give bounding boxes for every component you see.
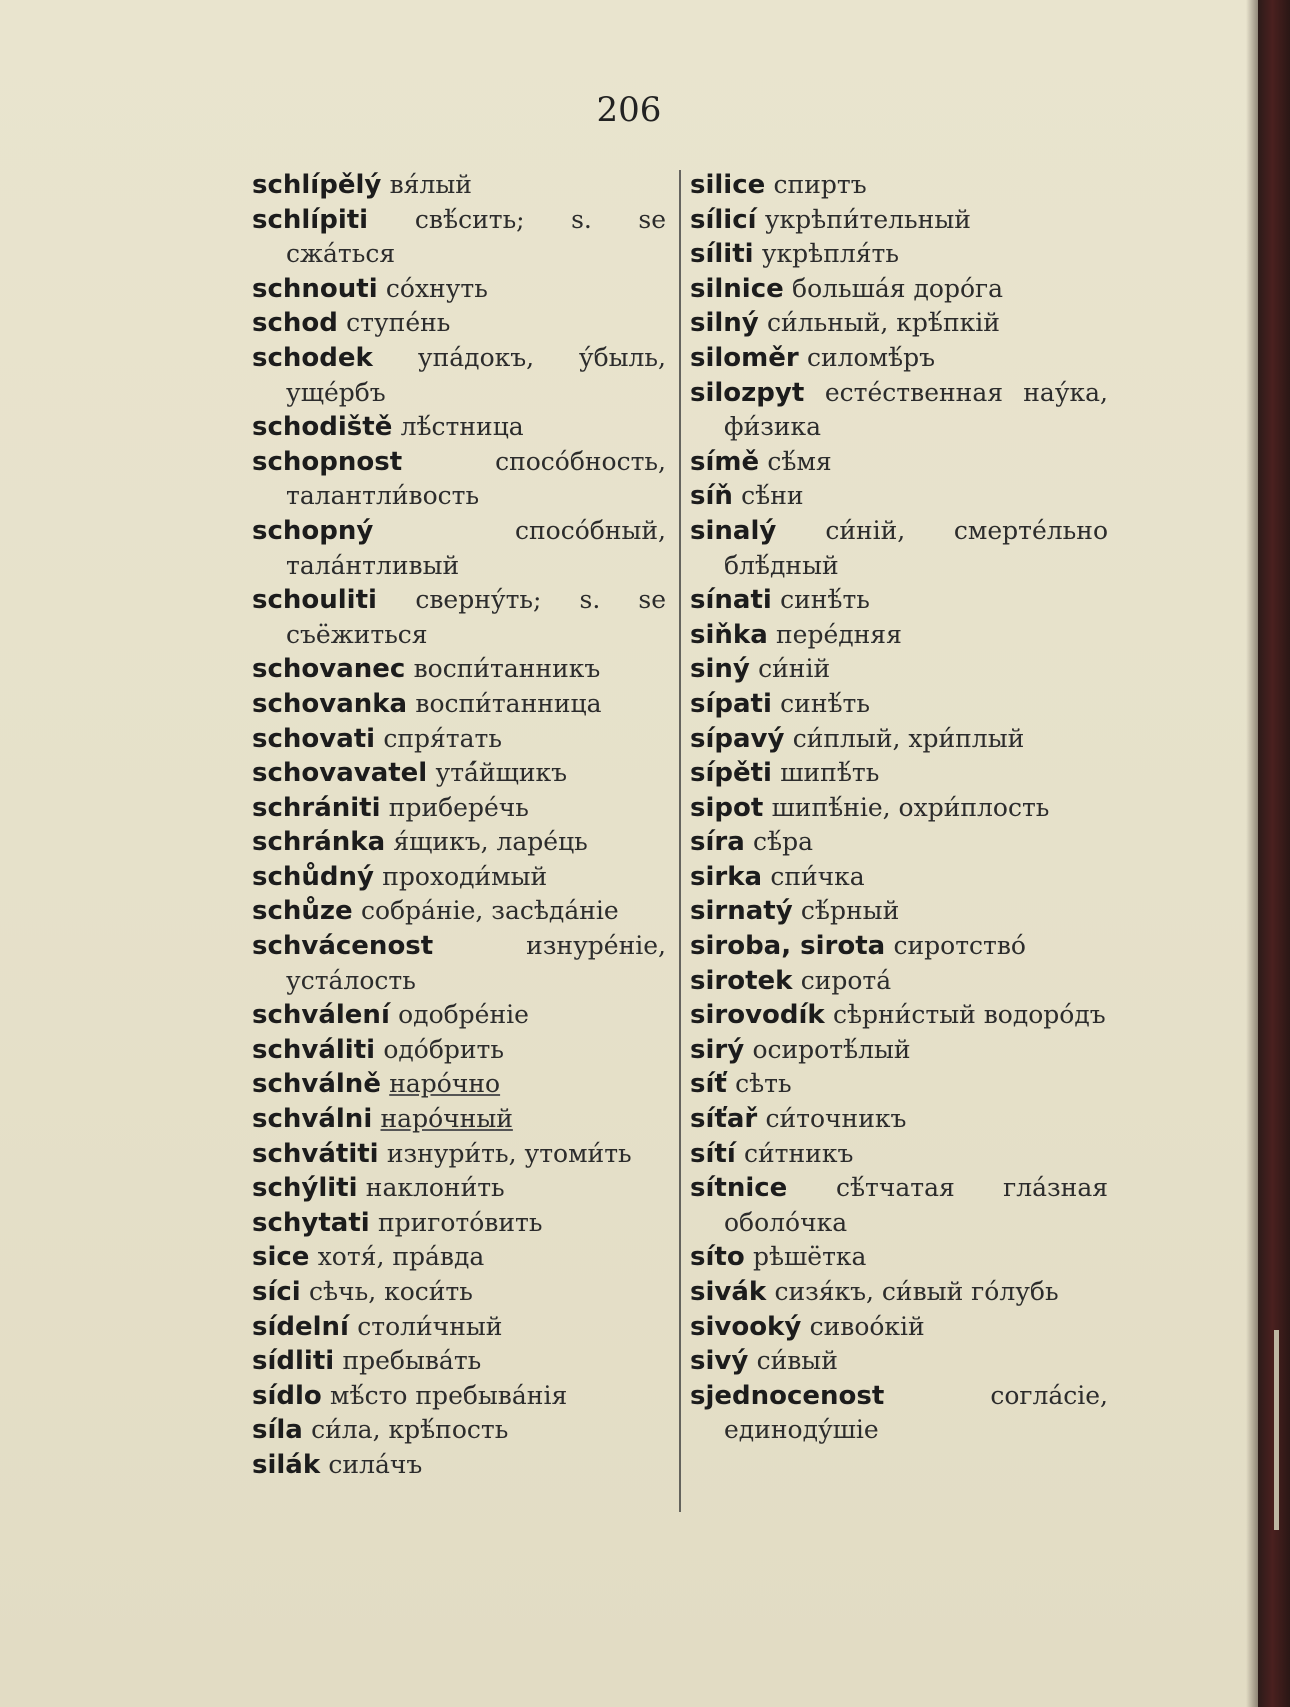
definition: си́точникъ [765,1104,907,1134]
entry [252,1206,666,1241]
definition: си́ній, смерте́льно блѣ́дный [724,515,1108,580]
headword: sivooký [690,1311,802,1342]
definition: больша́я доро́га [792,273,1004,303]
definition: хотя́, пра́вда [317,1242,485,1272]
entry [252,1448,666,1483]
entry [690,756,1108,791]
entry [252,1102,666,1137]
entry [690,687,1108,722]
headword: schůdný [252,861,374,892]
definition: си́вый [756,1346,838,1376]
headword: schytati [252,1207,370,1238]
definition: пере́дняя [776,619,902,649]
definition: собра́ніе, засѣда́ніе [360,896,619,926]
headword: sirotek [690,965,793,996]
entry [252,445,666,514]
column-divider [679,170,681,1512]
definition: ступе́нь [346,308,451,338]
headword: schovati [252,723,376,754]
definition: сизя́къ, си́вый го́лубь [774,1277,1059,1306]
definition: наклони́ть [365,1173,505,1203]
entry [252,1310,666,1345]
headword: siroba, sirota [690,931,886,962]
definition: сѣ́тчатая гла́зная оболо́чка [724,1173,1108,1237]
headword: schlípiti [252,204,369,235]
definition: си́тникъ [744,1138,854,1168]
definition: си́ній [758,654,831,684]
definition: сѣ́рный [800,896,900,926]
headword: sinalý [690,515,777,546]
definition: силомѣ́ръ [806,342,936,372]
entry [690,1310,1108,1345]
entry [252,306,666,341]
entry [690,1137,1108,1172]
definition: шипѣ́ть [780,758,880,788]
entry [690,1240,1108,1275]
entry [690,237,1108,272]
entry [690,272,1108,307]
definition: сивоо́кій [809,1311,925,1341]
definition: свѣ́сить; s. se сжа́ться [286,204,667,269]
headword: siloměr [690,342,799,373]
headword: silák [252,1449,321,1480]
entry [252,341,666,410]
entry [252,687,666,722]
definition: спосо́бность, талантли́вость [286,446,666,511]
definition: сирота́ [800,965,892,995]
entry [252,1379,666,1414]
entry [690,376,1108,445]
headword: sípěti [690,758,772,789]
headword: síť [690,1069,727,1100]
headword: síťař [690,1104,758,1135]
definition: си́льный, крѣ́пкій [767,308,1000,338]
entry [252,894,666,929]
headword: schvácenost [252,931,434,962]
headword: sílicí [690,204,757,235]
definition: согла́сіе, единоду́шіе [724,1380,1108,1445]
entry [252,1275,666,1310]
headword: síliti [690,239,754,270]
headword: sivý [690,1346,749,1377]
definition: сѣ́мя [767,446,832,476]
entry [690,860,1108,895]
entry [690,652,1108,687]
definition: одо́брить [383,1034,504,1064]
definition: сиротство́ [893,931,1026,961]
entry [252,1240,666,1275]
entry [690,1171,1108,1240]
definition: лѣ́стница [400,412,524,442]
definition: изнури́ть, утоми́ть [386,1138,632,1168]
entry [252,1137,666,1172]
entry [690,1102,1108,1137]
entry [690,1275,1108,1310]
entry [252,583,666,652]
entry [252,410,666,445]
definition: синѣ́ть [780,585,870,615]
definition: есте́ственная нау́ка, фи́зика [724,377,1109,442]
headword: sínati [690,585,772,616]
definition: сѣть [735,1069,792,1099]
headword: schlípělý [252,170,382,200]
entry [252,825,666,860]
entry [690,1067,1108,1102]
definition: наро́чный [380,1104,513,1134]
headword: sivák [690,1277,767,1307]
entry [690,722,1108,757]
definition: шипѣ́ніе, охри́плость [771,792,1050,822]
page-number: 206 [596,90,662,130]
entry [252,1067,666,1102]
headword: schránka [252,827,386,858]
headword: schopnost [252,446,403,477]
entry [690,894,1108,929]
definition: сѣ́ра [753,827,814,857]
right-column [690,168,1108,1448]
definition: вя́лый [389,170,472,199]
headword: schvátiti [252,1138,379,1169]
headword: sjednocenost [690,1380,885,1411]
entry [252,514,666,583]
page-edge-mark [1274,1330,1279,1530]
entry [690,583,1108,618]
definition: пребыва́ть [342,1346,482,1376]
headword: sídliti [252,1346,335,1377]
headword: schovanec [252,654,406,685]
definition: столи́чный [357,1311,503,1341]
definition: спиртъ [773,170,867,199]
headword: schod [252,308,338,339]
headword: schůze [252,896,353,927]
entry [690,445,1108,480]
left-column [252,168,666,1483]
entry [252,168,666,203]
definition: утá́йщикъ [435,758,568,788]
headword: síra [690,827,745,858]
definition: осиротѣ́лый [752,1034,911,1064]
headword: schovavatel [252,758,428,789]
definition: я́щикъ, ларе́ць [393,827,588,857]
entry [690,479,1108,514]
definition: спосо́бный, тала́нтливый [286,515,666,580]
headword: schodiště [252,412,393,443]
entry [690,168,1108,203]
headword: silnice [690,273,784,304]
headword: silozpyt [690,377,805,408]
entry [252,791,666,826]
entry [690,825,1108,860]
definition: си́плый, хри́плый [792,723,1025,753]
headword: sídelní [252,1311,349,1342]
headword: síla [252,1415,303,1446]
entry [690,929,1108,964]
headword: schrániti [252,792,381,823]
definition: сѣчь, коси́ть [308,1277,473,1306]
entry [690,1379,1108,1448]
headword: schodek [252,342,373,373]
entry [690,1033,1108,1068]
definition: прибере́чь [388,792,529,822]
headword: sítnice [690,1173,788,1204]
entry [252,722,666,757]
definition: мѣ́сто пребыва́нія [330,1380,568,1410]
entry [690,203,1108,238]
headword: schýliti [252,1173,358,1204]
definition: со́хнуть [385,273,488,303]
entry [690,618,1108,653]
definition: пригото́вить [377,1207,543,1237]
definition: укрѣпля́ть [761,239,899,269]
definition: спи́чка [770,861,865,891]
entry [690,306,1108,341]
headword: schopný [252,515,374,546]
definition: проходи́мый [382,861,548,891]
definition: сила́чъ [328,1449,423,1479]
headword: sídlo [252,1380,322,1411]
headword: schválni [252,1104,373,1135]
headword: símě [690,446,760,477]
headword: schnouti [252,273,378,304]
entry [252,203,666,272]
headword: schválně [252,1069,381,1100]
headword: síto [690,1242,745,1273]
definition: си́ла, крѣ́пость [311,1415,509,1445]
entry [252,756,666,791]
headword: silice [690,170,766,200]
headword: sipot [690,792,764,823]
entry [690,341,1108,376]
definition: сѣрни́стый водоро́дъ [832,1000,1106,1030]
definition: изнуре́ніе, уста́лость [286,931,666,995]
entry [252,652,666,687]
definition: синѣ́ть [780,688,870,718]
definition: воспи́танникъ [413,654,601,684]
entry [252,1413,666,1448]
headword: sirovodík [690,1000,825,1031]
headword: schváliti [252,1034,376,1065]
definition: спря́тать [383,723,502,753]
entry [252,998,666,1033]
entry [252,929,666,998]
headword: sípati [690,688,772,719]
headword: sirý [690,1034,745,1065]
headword: siný [690,654,750,685]
headword: sítí [690,1138,736,1169]
entry [690,514,1108,583]
headword: sípavý [690,723,785,754]
definition: наро́чно [389,1069,501,1099]
entry [690,1344,1108,1379]
headword: sice [252,1242,310,1273]
headword: síci [252,1277,301,1307]
definition: рѣшётка [752,1242,867,1272]
entry [252,272,666,307]
definition: сверну́ть; s. se съёжиться [286,585,667,649]
headword: síň [690,481,733,512]
entry [690,964,1108,999]
headword: silný [690,308,759,339]
definition: одобре́ніе [398,1000,529,1030]
entry [252,1344,666,1379]
definition: сѣ́ни [741,481,804,511]
headword: schválení [252,1000,390,1031]
headword: sirka [690,861,763,892]
entry [252,860,666,895]
headword: siňka [690,619,768,650]
headword: schovanka [252,688,408,719]
entry [252,1033,666,1068]
definition: упа́докъ, у́быль, уще́рбъ [286,342,666,407]
entry [252,1171,666,1206]
entry [690,791,1108,826]
entry [690,998,1108,1033]
page-shadow [1246,0,1258,1707]
headword: schouliti [252,585,377,616]
definition: воспи́танница [415,688,602,718]
headword: sirnatý [690,896,793,927]
definition: укрѣпи́тельный [764,204,971,234]
